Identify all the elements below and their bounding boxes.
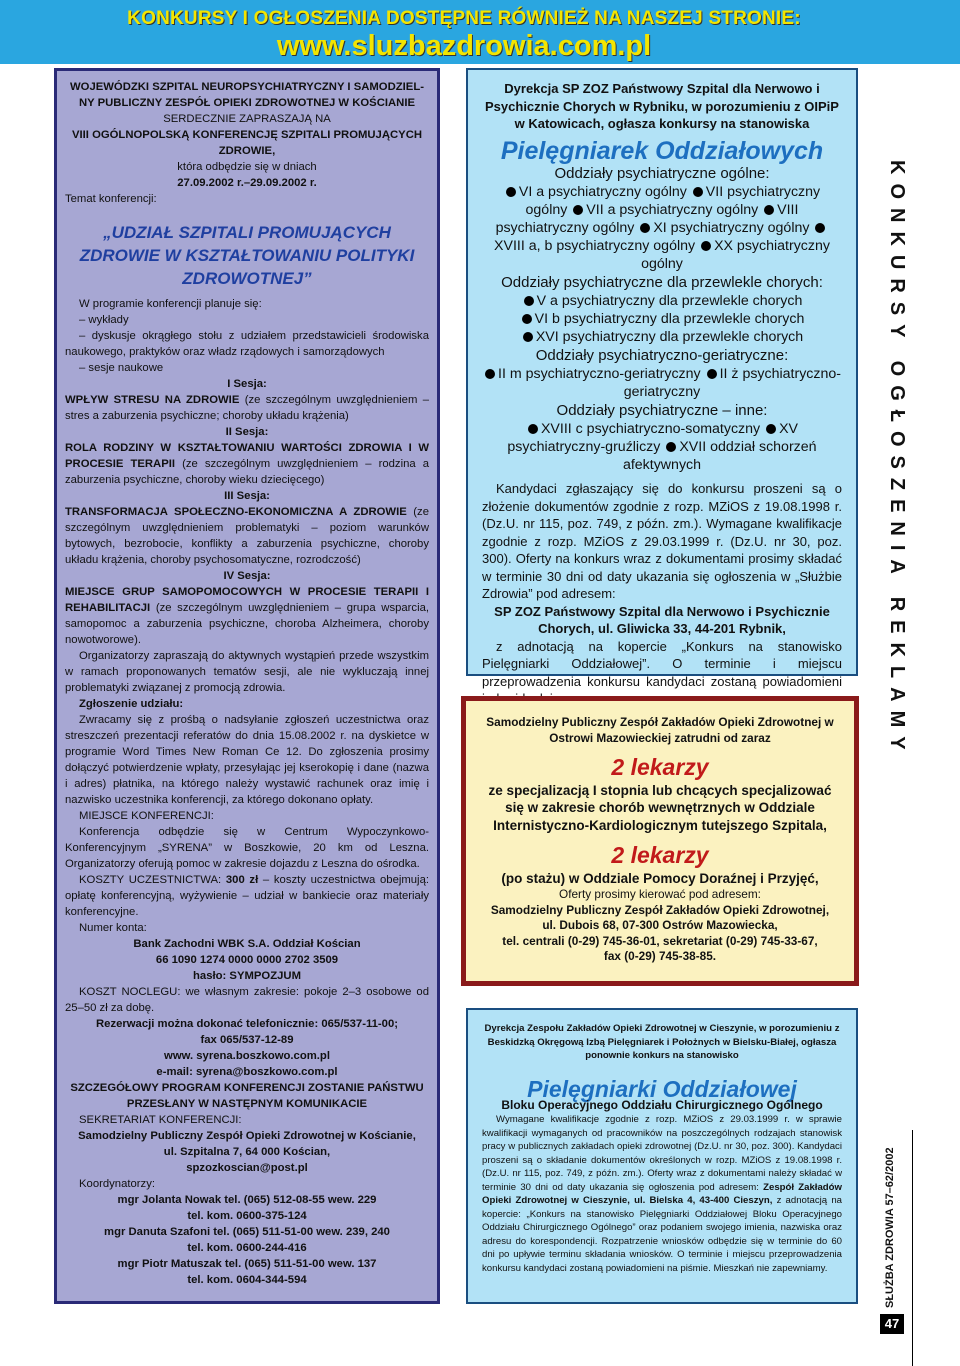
bullet-icon: [573, 205, 583, 215]
session-desc: [65, 504, 429, 568]
program-item: – sesje naukowe: [79, 362, 164, 374]
coordinator-phone: tel. kom. 0604-344-594: [187, 1274, 307, 1286]
nurse-competition-rybnik: [466, 68, 858, 689]
submission-address: SP ZOZ Państwowy Szpital dla Nerwowo i Psychicznie Chorych, ul. Gliwicka 33, 44-201 Rybnik,: [494, 603, 830, 636]
bullet-icon: [701, 241, 711, 251]
program-item: – dyskusje okrągłego stołu z udziałem przedstawicieli środowiska naukowego, praktyków oraz władz rządowych i samorządowych: [65, 330, 429, 358]
top-banner: [0, 0, 960, 64]
group-heading: Oddziały psychiatryczno-geriatryczne:: [535, 347, 789, 364]
coordinators-heading: Koordynatorzy:: [79, 1178, 155, 1190]
ward: VI b psychiatryczny dla przewlekle chorych: [534, 311, 805, 327]
bullet-icon: [666, 442, 676, 452]
ward-list: [482, 420, 842, 474]
group-heading: Oddziały psychiatryczne dla przewlekle chorych:: [501, 274, 823, 291]
ward: VII a psychiatryczny ogólny: [586, 202, 759, 218]
banner-heading: KONKURSY I OGŁOSZENIA DOSTĘPNE RÓWNIEŻ NA NASZEJ STRONIE:: [127, 8, 801, 29]
job-count: 2 lekarzy: [611, 842, 709, 868]
bank-name: Bank Zachodni WBK S.A. Oddział Kościan: [133, 938, 361, 950]
employer: Samodzielny Publiczny Zespół Zakładów Opieki Zdrowotnej w Ostrowi Mazowieckiej zatrudni od zaraz: [486, 715, 834, 745]
side-rule: [912, 1130, 913, 1366]
ward: VIII psychiatryczny ogólny: [495, 202, 799, 236]
booking-email[interactable]: e-mail: syrena@boszkowo.com.pl: [156, 1066, 338, 1078]
session-desc: [65, 440, 429, 488]
secretariat-name: Samodzielny Publiczny Zespół Opieki Zdrowotnej w Kościanie,: [78, 1130, 416, 1142]
ward: XVII oddział schorzeń afektywnych: [622, 439, 817, 473]
position-title: Pielęgniarek Oddziałowych: [500, 136, 824, 165]
closing-text: z adnotacją na kopercie „Konkurs na stanowisko Pielęgniarki Oddziałowej”. O terminie i miejscu przeprowadzenia konkursu kandydaci zostaną powiadomieni: [482, 638, 842, 689]
page-number: 47: [880, 1314, 904, 1334]
dates-intro: która odbędzie się w dniach: [177, 161, 317, 173]
secretariat-email[interactable]: spzozkoscian@post.pl: [186, 1162, 308, 1174]
organizer: WOJEWÓDZKI SZPITAL NEUROPSYCHIATRYCZNY I SAMODZIEL-NY PUBLICZNY ZESPÓŁ OPIEKI ZDROWOTNEJ W KOŚCIANIE: [70, 81, 424, 109]
invite-line: SERDECZNIE ZAPRASZAJĄ NA: [163, 113, 331, 125]
nurse-competition-cieszyn: [466, 1008, 858, 1304]
ward-list: [482, 292, 842, 346]
coordinator-phone: tel. kom. 0600-244-416: [187, 1242, 307, 1254]
ward: VI a psychiatryczny ogólny: [518, 184, 687, 200]
ward: VII psychiatryczny ogólny: [525, 184, 821, 218]
session-heading: IV Sesja:: [223, 570, 271, 582]
journal-footer-text: SŁUŻBA ZDROWIA 57–62/2002: [884, 1147, 896, 1308]
session-title: TRANSFORMACJA SPOŁECZNO-EKONOMICZNA A ZDROWIE: [65, 506, 407, 518]
account-heading: Numer konta:: [79, 922, 147, 934]
ward: XV psychiatryczny-gruźliczy: [507, 421, 799, 455]
booking-www[interactable]: www. syrena.boszkowo.com.pl: [164, 1050, 330, 1062]
session-title: ROLA RODZINY W KSZTAŁTOWANIU WARTOŚCI ZDROWIA I W PROCESIE TERAPII: [65, 442, 429, 470]
group-heading: Oddziały psychiatryczne ogólne:: [554, 165, 770, 182]
session-heading: III Sesja:: [224, 490, 270, 502]
fees-amount: 300 zł: [225, 874, 259, 886]
fees-text: [65, 872, 429, 920]
ward: II m psychiatryczno-geriatryczny: [498, 366, 701, 382]
bullet-icon: [522, 314, 532, 324]
announcer: Dyrekcja SP ZOZ Państwowy Szpital dla Nerwowo i Psychicznie Chorych w Rybniku, w porozumieniu z OIPiP w Katowicach, ogłasza konkursy na stanowiska: [485, 81, 839, 131]
secretariat-address: ul. Szpitalna 7, 64 000 Kościan,: [163, 1146, 331, 1158]
requirements-text: [482, 1113, 842, 1275]
coordinator: mgr Jolanta Nowak tel. (065) 512-08-55 wew. 229: [117, 1194, 377, 1206]
bullet-icon: [766, 424, 776, 434]
session-title: MIEJSCE GRUP SAMOPOMOCOWYCH W PROCESIE TERAPII I REHABILITACJI: [65, 586, 429, 614]
job-description: ze specjalizacją I stopnia lub chcących specjalizować się w zakresie chorób wewnętrznych w Oddziale Internistyczno-Kardiologicznym tutejszego Szpitala,: [488, 782, 832, 833]
bullet-icon: [707, 369, 717, 379]
bullet-icon: [640, 223, 650, 233]
lodging-text: KOSZT NOCLEGU: we własnym zakresie: pokoje 2–3 osobowe od 25–50 zł za dobę.: [65, 986, 429, 1014]
venue-heading: MIEJSCE KONFERENCJI:: [79, 810, 214, 822]
section-label: [880, 160, 910, 759]
doctor-job-ostrow: [461, 696, 859, 986]
position-subtitle: Bloku Operacyjnego Oddziału Chirurgicznego Ogólnego: [501, 1098, 823, 1112]
requirements-part: Wymagane kwalifikacje zgodnie z rozp. MZiOS z 29.03.1999 r. w sprawie kwalifikacji wymaganych od pracowników na poszczególnych rodzajach stanowisk pracy w publicznych zakładach opieki zdrowotnej (Dz.U. nr 30, poz. 300). Kandydaci proszeni są o składanie dokumentów określonych w rozp. MZiOS z 19.08.1998 r. (Dz.U. nr 115, poz. 749, z późn. zm.). Oferty wraz z dokumentami należy składać w terminie 30 dni od daty ukazania się ogłoszenia pod adresem:: [482, 1114, 842, 1193]
bank-account: 66 1090 1274 0000 0000 2702 3509: [155, 954, 339, 966]
session-detail: (ze szczególnym uwzględnieniem problematyki – poziom warunków bytowych, bezrobocie, konflikty a zaburzenia psychiczne, choroby układu krążenia, choroby psychosomatyczne, rozrodczość): [65, 506, 429, 566]
banner-url[interactable]: www.sluzbazdrowia.com.pl: [276, 30, 652, 62]
registration-text: Zwracamy się z prośbą o nadsyłanie zgłoszeń uczestnictwa oraz streszczeń prezentacji referatów do dnia 15.08.2002 r. na dyskietce w programie Word Times New Roman Ce 12. Do zgłoszenia prosimy dołączyć potwierdzenie wpłaty, przesyłając jej kserokopię i dane (nazwa i adres) płatnika, na którego należy wystawić rachunek oraz imię i nazwisko uczestnika konferencji, za którego dokonano opłaty.: [65, 714, 429, 806]
fees-label: KOSZTY UCZESTNICTWA:: [79, 874, 226, 886]
session-detail: (ze szczególnym uwzględnieniem – grupa wsparcia, samopomoc a zaburzenia psychiczne, choroba Alzheimera, choroby nowotworowe).: [65, 602, 429, 646]
employer-name: Samodzielny Publiczny Zespół Zakładów Opieki Zdrowotnej,: [490, 902, 830, 917]
session-desc: [65, 584, 429, 648]
employer-fax: fax (0-29) 745-38-85.: [603, 949, 717, 963]
bullet-icon: [528, 424, 538, 434]
group-heading: Oddziały psychiatryczne – inne:: [556, 402, 768, 419]
coordinator-phone: tel. kom. 0600-375-124: [187, 1210, 307, 1222]
ward: XX psychiatryczny ogólny: [641, 238, 830, 272]
program-notice: SZCZEGÓŁOWY PROGRAM KONFERENCJI ZOSTANIE PAŃSTWU PRZESŁANY W NASTĘPNYM KOMUNIKACIE: [70, 1082, 424, 1110]
bullet-icon: [693, 187, 703, 197]
session-title: WPŁYW STRESU NA ZDROWIE: [65, 394, 240, 406]
ward: XVIII c psychiatryczno-somatyczny: [540, 421, 761, 437]
journal-footer: [880, 1140, 910, 1310]
section-label-text: KONKURSY OGŁOSZENIA REKLAMY: [886, 160, 908, 759]
ward: XVIII a, b psychiatryczny ogólny: [494, 238, 696, 254]
program-intro: W programie konferencji planuje się:: [79, 298, 262, 310]
ward-list: [482, 183, 842, 273]
session-heading: I Sesja:: [227, 378, 267, 390]
bullet-icon: [764, 205, 774, 215]
invitation-text: Organizatorzy zapraszają do aktywnych wystąpień przede wszystkim w ramach proponowanych tematów sesji, ale nie wykluczają innej problematyki związanej z promocją zdrowia.: [65, 650, 429, 694]
bullet-icon: [524, 296, 534, 306]
ward: XI psychiatryczny ogólny: [653, 220, 810, 236]
booking-phone: Rezerwacji można dokonać telefonicznie: 065/537-11-00;: [96, 1018, 398, 1030]
venue-text: Konferencja odbędzie się w Centrum Wypoczynkowo-Konferencyjnym „SYRENA” w Boszkowie, 20 km od Leszna. Organizatorzy oferują pomoc w zakresie dojazdu z Leszna do ośrodka.: [65, 826, 429, 870]
employer-phone: tel. centrali (0-29) 745-36-01, sekretariat (0-29) 745-33-67,: [502, 933, 818, 948]
bullet-icon: [485, 369, 495, 379]
position-title: Pielęgniarki Oddziałowej: [527, 1075, 797, 1102]
ward: XVI psychiatryczny dla przewlekle chorych: [535, 329, 804, 345]
session-heading: II Sesja:: [225, 426, 269, 438]
session-detail: (ze szczególnym uwzględnieniem – stres a zaburzenia psychiczne; choroby układu krążenia): [65, 394, 429, 422]
announcer: Dyrekcja Zespołu Zakładów Opieki Zdrowotnej w Cieszynie, w porozumieniu z Beskidzką Okręgową Izbą Pielęgniarek i Położnych w Bielsku-Białej, ogłasza ponownie konkurs na stanowisko: [484, 1023, 840, 1061]
bullet-icon: [523, 332, 533, 342]
ward: II ż psychiatryczno-geriatryczny: [623, 366, 841, 400]
employer-address: ul. Dubois 68, 07-300 Ostrów Mazowiecka,: [542, 918, 778, 932]
program-item: – wykłady: [79, 314, 129, 326]
ward-list: [482, 365, 842, 401]
secretariat-heading: SEKRETARIAT KONFERENCJI:: [79, 1114, 242, 1126]
coordinator: mgr Piotr Matuszak tel. (065) 511-51-00 wew. 137: [117, 1258, 377, 1270]
booking-fax: fax 065/537-12-89: [200, 1034, 294, 1046]
bullet-icon: [815, 223, 825, 233]
job-description: (po stażu) w Oddziale Pomocy Doraźnej i Przyjęć,: [501, 870, 819, 886]
job-count: 2 lekarzy: [611, 754, 709, 780]
conference-name: VIII OGÓLNOPOLSKĄ KONFERENCJĘ SZPITALI PROMUJĄCYCH ZDROWIE,: [71, 129, 423, 157]
submission-address: Zespół Zakładów Opieki Zdrowotnej w Cieszynie, ul. Bielska 4, 43-400 Cieszyn,: [482, 1181, 842, 1206]
requirements-part: z adnotacją na kopercie: „Konkurs na stanowisko Pielęgniarki Oddziałowej Bloku Operacyjnego Oddziału Chirurgicznego Ogólnego” oraz podaniem swojego imienia, nazwiska oraz adresu do korespondencji. Rozpatrzenie wniosków odbędzie się w terminie do 60 dni po upływie terminu składania wniosków. O terminie i miejscu przeprowadzenia konkursu kandydaci zostaną powiadomieni na piśmie. Mieszkań nie zapewniamy.: [482, 1195, 842, 1274]
bullet-icon: [506, 187, 516, 197]
coordinator: mgr Danuta Szafoni tel. (065) 511-51-00 wew. 239, 240: [104, 1226, 390, 1238]
fees-detail: – koszty uczestnictwa obejmują: opłatę konferencyjną, wyżywienie – udział w bankiecie oraz materiały konferencyjne.: [65, 874, 429, 918]
session-desc: [65, 392, 429, 424]
conference-title: „UDZIAŁ SZPITALI PROMUJĄCYCH ZDROWIE W KSZTAŁTOWANIU POLITYKI ZDROWOTNEJ”: [79, 223, 415, 288]
bank-password: hasło: SYMPOZJUM: [193, 970, 301, 982]
session-detail: (ze szczególnym uwzględnieniem – rodzina a zaburzenia psychiczne, choroby wieku dziecięcego): [65, 458, 429, 486]
ward: V a psychiatryczny dla przewlekle chorych: [536, 293, 803, 309]
requirements-text: Kandydaci zgłaszający się do konkursu proszeni są o złożenie dokumentów zgodnie z rozp. MZiOS z 19.08.1998 r. (Dz.U. nr 115, poz. 749, z późn. zm.). Wymagane kwalifikacje zgodnie z rozp. MZiOS z 29.03.1999 r. (Dz.U. nr 30, poz. 300). Oferty na konkurs wraz z dokumentami prosimy składać w terminie 30 dni od daty ukazania się ogłoszenia w „Służbie Zdrowia” pod adresem:: [482, 481, 842, 601]
conference-announcement: [54, 68, 440, 1304]
registration-heading: Zgłoszenie udziału:: [79, 698, 184, 710]
topic-label: Temat konferencji:: [65, 193, 157, 205]
dates: 27.09.2002 r.–29.09.2002 r.: [177, 177, 317, 189]
offer-intro: Oferty prosimy kierować pod adresem:: [559, 887, 761, 901]
